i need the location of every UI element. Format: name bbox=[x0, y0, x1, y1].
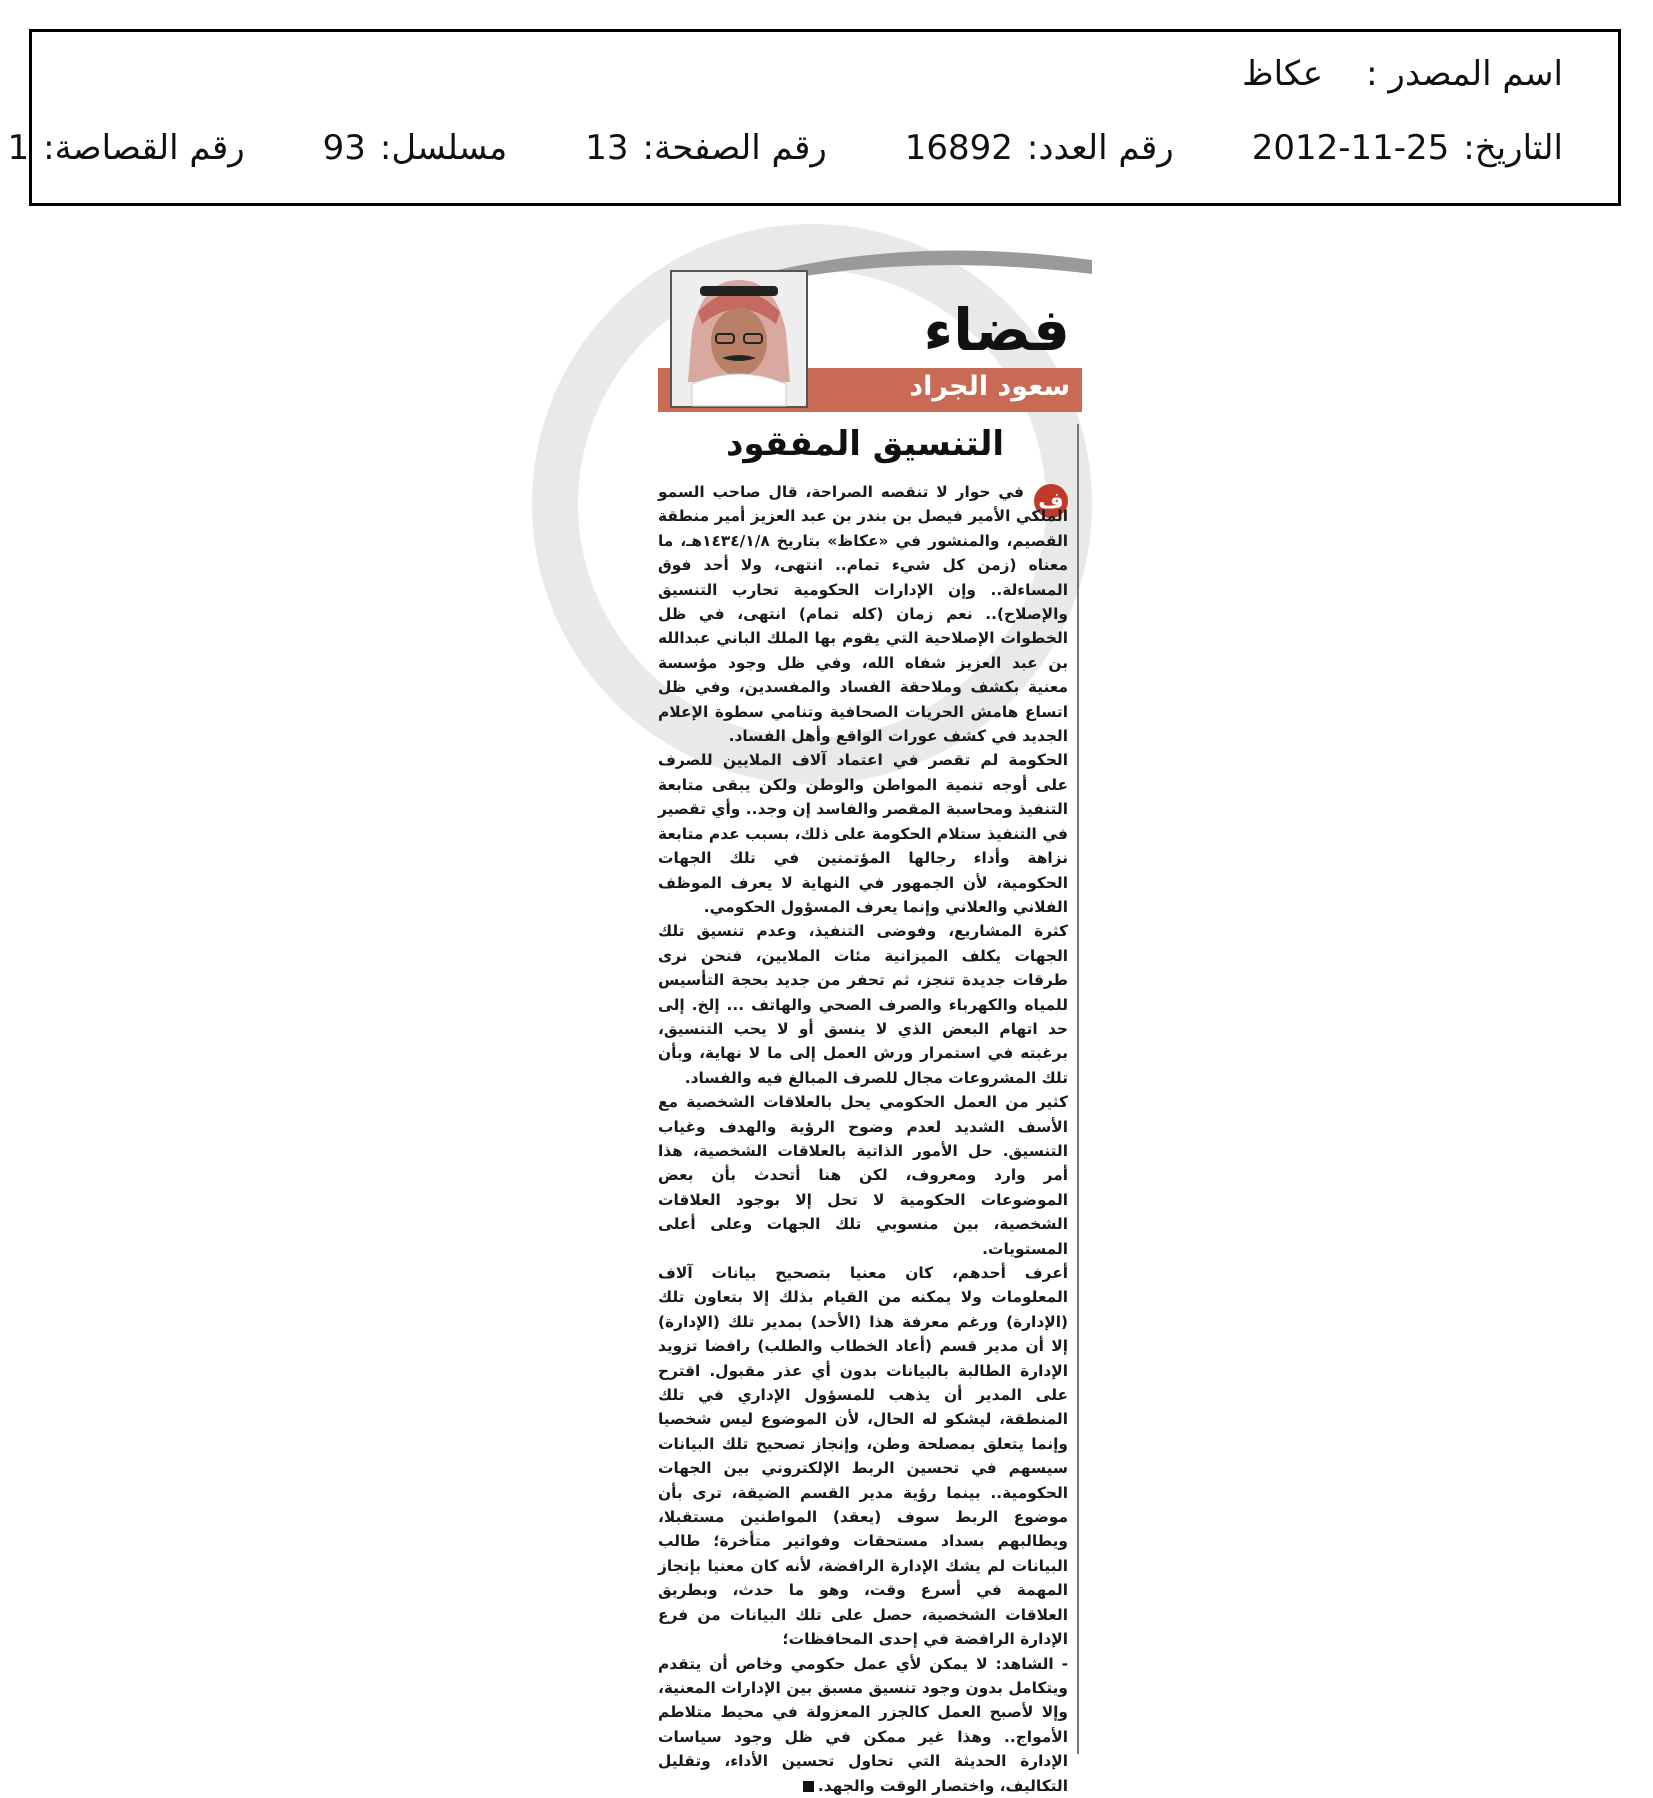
clip-number-label: رقم القصاصة: bbox=[43, 128, 245, 168]
date-value: 2012-11-25 bbox=[1251, 128, 1450, 168]
newspaper-clipping bbox=[572, 234, 1082, 1795]
issue-label: رقم العدد: bbox=[1026, 128, 1174, 168]
source-label: اسم المصدر : bbox=[1366, 54, 1563, 94]
page-label: رقم الصفحة: bbox=[642, 128, 827, 168]
issue-value: 16892 bbox=[904, 128, 1013, 168]
article-paragraph-last bbox=[658, 1652, 1068, 1798]
author-name: سعود الجراد bbox=[909, 371, 1070, 402]
details-row bbox=[7, 128, 1563, 168]
clipping-metadata-box bbox=[7, 29, 1621, 206]
article-paragraph: كثرة المشاريع، وفوضى التنفيذ، وعدم تنسيق تلك الجهات يكلف الميزانية مئات الملايين، فنحن نرى طرقات جديدة تنجز، ثم تحفر من جديد بحجة التأسيس للمياه والكهرباء والصرف الصحي والهاتف ... إلخ. إلى حد اتهام البعض الذي لا ينسق أو لا يحب التنسيق، برغبته في استمرار ورش العمل إلى ما لا نهاية، وبأن تلك المشروعات مجال للصرف المبالغ فيه والفساد. bbox=[658, 922, 1068, 1087]
date-label: التاريخ: bbox=[1463, 128, 1563, 168]
column-divider bbox=[1077, 424, 1079, 1754]
source-row bbox=[72, 54, 1563, 94]
article-headline: التنسيق المفقود bbox=[725, 424, 1005, 464]
clip-number-field bbox=[7, 128, 244, 168]
source-value: عكاظ bbox=[1242, 54, 1323, 94]
article-paragraph: الحكومة لم تقصر في اعتماد آلاف الملايين للصرف على أوجه تنمية المواطن والوطن ولكن يبقى متابعة التنفيذ ومحاسبة المقصر والفاسد إن وجد.. وأي تقصير في التنفيذ ستلام الحكومة على ذلك، بسبب عدم متابعة نزاهة وأداء رجالها المؤتمنين في تلك الجهات الحكومية، لأن الجمهور في النهاية لا يعرف الموظف الفلاني والعلاني وإنما يعرف المسؤول الحكومي. bbox=[658, 751, 1068, 916]
date-field bbox=[1252, 128, 1563, 168]
article-body bbox=[658, 480, 1068, 1798]
issue-field bbox=[905, 128, 1174, 168]
serial-field bbox=[323, 128, 508, 168]
article-paragraph-text: - الشاهد: لا يمكن لأي عمل حكومي وخاص أن يتقدم ويتكامل بدون وجود تنسيق مسبق بين الإدارات المعنية، وإلا لأصبح العمل كالجزر المعزولة في محيط متلاطم الأمواج.. وهذا غير ممكن في ظل وجود سياسات الإدارة الحديثة التي تحاول تحسين الأداء، وتقليل التكاليف، واختصار الوقت والجهد. bbox=[658, 1654, 1068, 1795]
article-paragraph: في حوار لا تنقصه الصراحة، قال صاحب السمو الملكي الأمير فيصل بن بندر بن عبد العزيز أمير منطقة القصيم، والمنشور في «عكاظ» بتاريخ ١٤٣٤/١/٨هـ، ما معناه (زمن كل شيء تمام.. انتهى، ولا أحد فوق المساءلة.. وإن الإدارات الحكومية تحارب التنسيق والإصلاح).. نعم زمان (كله تمام) انتهى، في ظل الخطوات الإصلاحية التي يقوم بها الملك الباني عبدالله بن عبد العزيز شفاه الله، وفي ظل وجود مؤسسة معنية بكشف وملاحقة الفساد والمفسدين، وفي ظل اتساع هامش الحريات الصحافية وتنامي سطوة الإعلام الجديد في كشف عورات الواقع وأهل الفساد. bbox=[658, 483, 1068, 746]
clip-number-value: 1 bbox=[7, 128, 30, 168]
serial-value: 93 bbox=[322, 128, 366, 168]
dropcap-badge: ف bbox=[1034, 484, 1068, 518]
author-photo bbox=[670, 270, 808, 408]
author-portrait-icon bbox=[672, 272, 806, 406]
page-value: 13 bbox=[585, 128, 629, 168]
end-of-article-icon bbox=[803, 1781, 814, 1792]
column-title: فضاء bbox=[923, 296, 1070, 364]
article-paragraph: كثير من العمل الحكومي يحل بالعلاقات الشخصية مع الأسف الشديد لعدم وضوح الرؤية والهدف وغياب التنسيق. حل الأمور الذاتية بالعلاقات الشخصية، هذا أمر وارد ومعروف، لكن هنا أتحدث بأن بعض الموضوعات الحكومية لا تحل إلا بوجود العلاقات الشخصية، بين منسوبي تلك الجهات وعلى أعلى المستويات. bbox=[658, 1093, 1068, 1258]
page-field bbox=[585, 128, 827, 168]
serial-label: مسلسل: bbox=[379, 128, 508, 168]
article-paragraph: أعرف أحدهم، كان معنيا بتصحيح بيانات آلاف المعلومات ولا يمكنه من القيام بذلك إلا بتعاون تلك (الإدارة) ورغم معرفة هذا (الأحد) بمدير تلك (الإدارة) إلا أن مدير قسم (أعاد الخطاب والطلب) رافضا تزويد الإدارة الطالبة بالبيانات بدون أي عذر مقبول. اقترح على المدير أن يذهب للمسؤول الإداري في تلك المنطقة، ليشكو له الحال، لأن الموضوع ليس شخصيا وإنما يتعلق بمصلحة وطن، وإنجاز تصحيح تلك البيانات سيسهم في تحسين الربط الإلكتروني بين الجهات الحكومية.. بينما رؤية مدير القسم الضيقة، ترى بأن موضوع الربط سوف (يعقد) المواطنين مستقبلا، ويطالبهم بسداد مستحقات وفواتير متأخرة؛ طالب البيانات لم يشك الإدارة الرافضة، لأنه كان معنيا بإنجاز المهمة في أسرع وقت، وهو ما حدث، وبطريق العلاقات الشخصية، حصل على تلك البيانات من فرع الإدارة الرافضة في إحدى المحافظات؛ bbox=[658, 1264, 1068, 1649]
